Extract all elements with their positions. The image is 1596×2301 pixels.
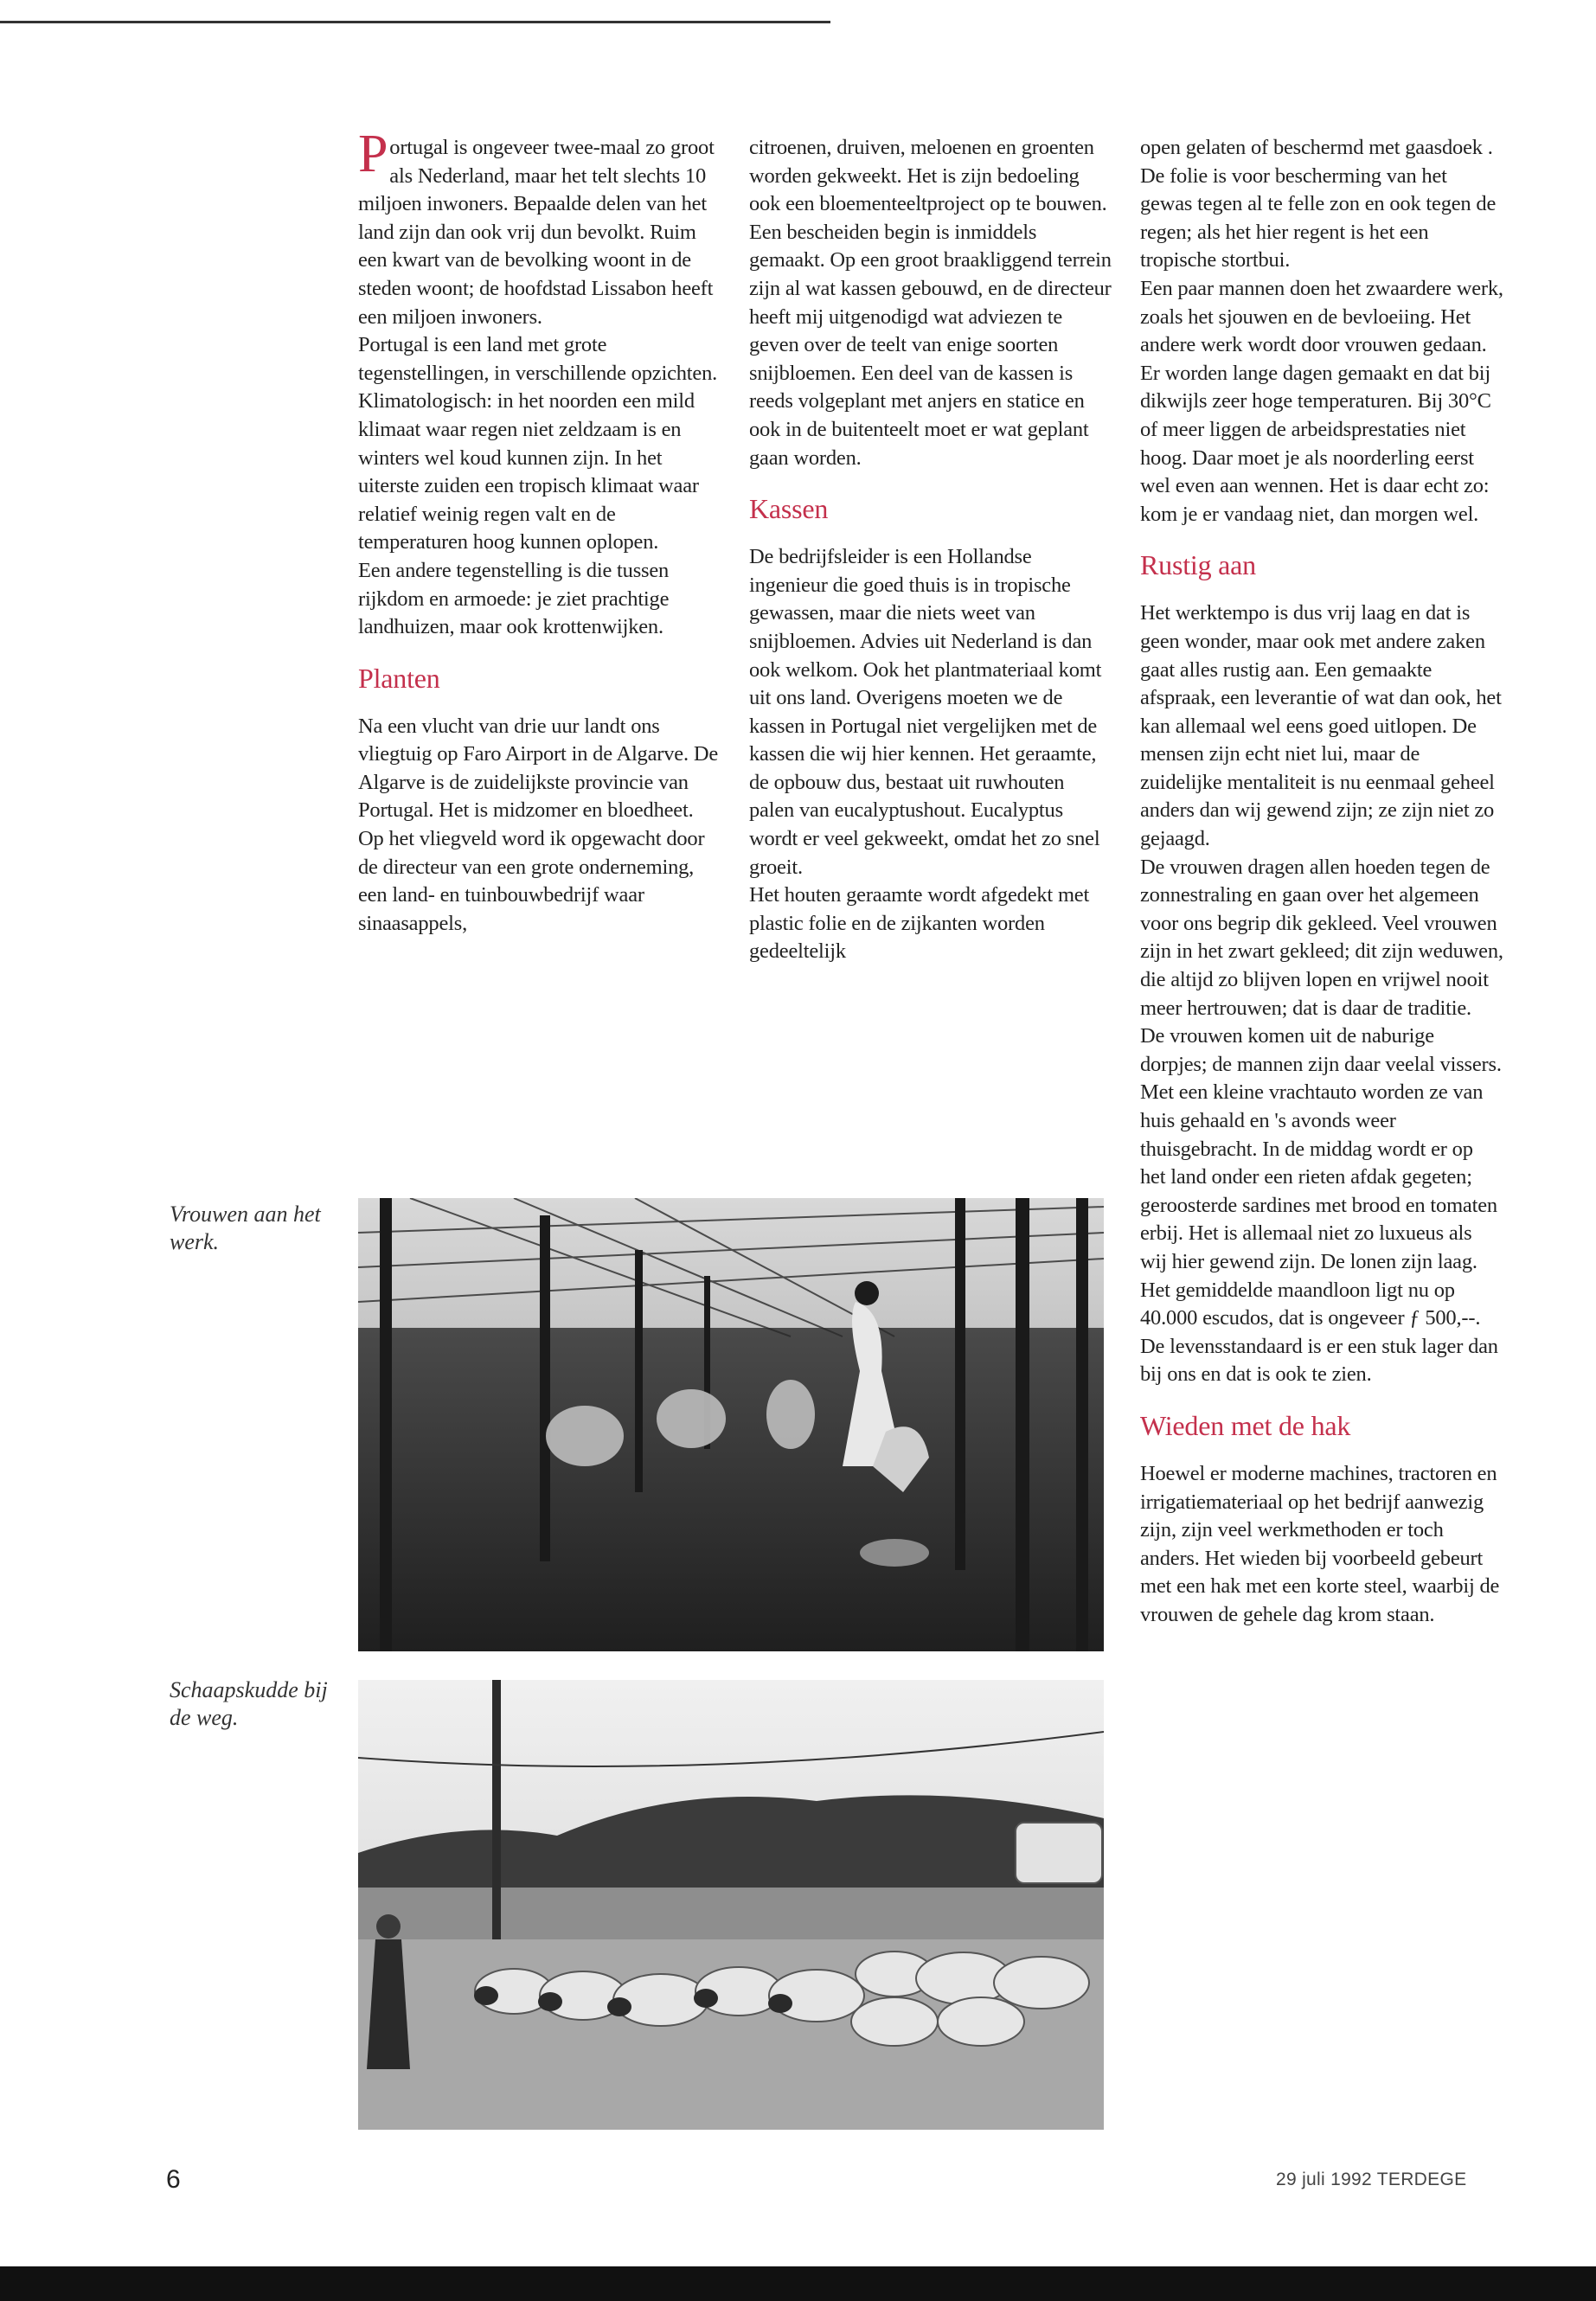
top-rule: [0, 21, 830, 23]
paragraph: Na een vlucht van drie uur landt ons vliegtuig op Faro Airport in de Algarve. De Algarve is de zuidelijkste provincie van Portugal. Het is midzomer en bloedheet. Op het vliegveld word ik opgewacht door de directeur van een grote onderneming, een land- en tuinbouwbedrijf waar sinaasappels,: [358, 714, 718, 935]
paragraph: Het houten geraamte wordt afgedekt met plastic folie en de zijkanten worden gedeeltelijk: [749, 883, 1090, 964]
paragraph: De vrouwen dragen allen hoeden tegen de zonnestraling en gaan over het algemeen voor ons begrip dik gekleed. Veel vrouwen zijn in het zwart gekleed; dit zijn weduwen, die altijd zo blijven lopen en vrijwel nooit meer hertrouwen; dat is daar de traditie.: [1140, 855, 1503, 1020]
paragraph: Portugal is een land met grote tegenstellingen, in verschillende opzichten. Klimatologisch: in het noorden een mild klimaat waar regen niet zeldzaam is en winters wel koud kunnen zijn. In het uiterste zuiden een tropisch klimaat waar relatief weinig regen valt en de temperaturen hoog kunnen oplopen.: [358, 333, 718, 554]
photo-women-working: [358, 1198, 1104, 1651]
paragraph: De vrouwen komen uit de naburige dorpjes; de mannen zijn daar veelal vissers. Met een kleine vrachtauto worden ze van huis gehaald en 's avonds weer thuisgebracht. In de middag wordt er op het land onder een rieten afdak gegeten; geroosterde sardines met brood en tomaten erbij. Het is allemaal niet zo luxueus als wij hier gewend zijn. De lonen zijn laag. Het gemiddelde maandloon ligt nu op 40.000 escudos, dat is ongeveer ƒ 500,--. De levensstandaard is er een stuk lager dan bij ons en dat is ook te zien.: [1140, 1024, 1502, 1387]
paragraph: De bedrijfsleider is een Hollandse ingenieur die goed thuis is in tropische gewassen, maar die niets weet van snijbloemen. Advies uit Nederland is dan ook welkom. Ook het plantmateriaal komt uit ons land. Overigens moeten we de kassen in Portugal niet vergelijken met de kassen die wij hier kennen. Het geraamte, de opbouw dus, bestaat uit ruwhouten palen van eucalyptushout. Eucalyptus wordt er veel gekweekt, omdat het zo snel groeit.: [749, 545, 1102, 879]
column-3: [1140, 134, 1503, 1630]
sheep-photo-illustration: [358, 1680, 1104, 2130]
photo-caption-sheep: Schaapskudde bij de weg.: [170, 1677, 328, 1730]
bottom-bar: [0, 2266, 1596, 2301]
greenhouse-photo-illustration: [358, 1198, 1104, 1651]
paragraph: Een andere tegenstelling is die tussen rijkdom en armoede: je ziet prachtige landhuizen, maar ook krottenwijken.: [358, 558, 670, 639]
paragraph: Een paar mannen doen het zwaardere werk, zoals het sjouwen en de bevloeiing. Het andere werk wordt door vrouwen gedaan. Er worden lange dagen gemaakt en dat bij dikwijls zeer hoge temperaturen. Bij 30°C of meer liggen de arbeidsprestaties niet hoog. Daar moet je als noorderling eerst wel even aan wennen. Het is daar echt zo: kom je er vandaag niet, dan morgen wel.: [1140, 276, 1503, 526]
paragraph: open gelaten of beschermd met gaasdoek . De folie is voor bescherming van het gewas tegen al te felle zon en ook tegen de regen; als het hier regent is het een tropische stortbui.: [1140, 136, 1497, 272]
section-heading-planten: Planten: [358, 662, 440, 694]
section-heading-rustig-aan: Rustig aan: [1140, 549, 1256, 581]
section-heading-kassen: Kassen: [749, 493, 829, 525]
intro-paragraph: Portugal is ongeveer twee-maal zo groot als Nederland, maar het telt slechts 10 miljoen inwoners. Bepaalde delen van het land zijn dan ook vrij dun bevolkt. Ruim een kwart van de bevolking woont in de steden woont; de hoofdstad Lissabon heeft een miljoen inwoners.: [358, 125, 715, 329]
column-2: [749, 134, 1112, 966]
paragraph: citroenen, druiven, meloenen en groenten worden gekweekt. Het is zijn bedoeling ook een bloementeeltproject op te bouwen.: [749, 136, 1107, 216]
photo-sheep-flock: [358, 1680, 1104, 2130]
photo-caption-women-working: Vrouwen aan het werk.: [170, 1202, 321, 1254]
section-heading-wieden: Wieden met de hak: [1140, 1409, 1351, 1441]
footer-date-magazine: 29 juli 1992 TERDEGE: [1276, 2170, 1467, 2189]
paragraph: Een bescheiden begin is inmiddels gemaakt. Op een groot braakliggend terrein zijn al wat kassen gebouwd, en de directeur heeft mij uitgenodigd wat adviezen te geven over de teelt van enige soorten snijbloemen. Een deel van de kassen is reeds volgeplant met anjers en statice en ook in de buitenteelt moet er wat geplant gaan worden.: [749, 220, 1112, 470]
page-number: 6: [166, 2165, 181, 2194]
column-1: [358, 125, 721, 938]
paragraph: Hoewel er moderne machines, tractoren en irrigatiemateriaal op het bedrijf aanwezig zijn, zijn veel werkmethoden er toch anders. Het wieden bij voorbeeld gebeurt met een hak met een korte steel, waarbij de vrouwen de gehele dag krom staan.: [1140, 1461, 1500, 1626]
drop-cap: P: [358, 125, 388, 183]
paragraph: Het werktempo is dus vrij laag en dat is geen wonder, maar ook met andere zaken gaat alles rustig aan. Een gemaakte afspraak, een leverantie of wat dan ook, het kan allemaal wel eens goed uitlopen. De mensen zijn echt niet lui, maar de zuidelijke mentaliteit is nu eenmaal geheel anders dan wij gewend zijn; ze zijn niet zo gejaagd.: [1140, 601, 1502, 851]
